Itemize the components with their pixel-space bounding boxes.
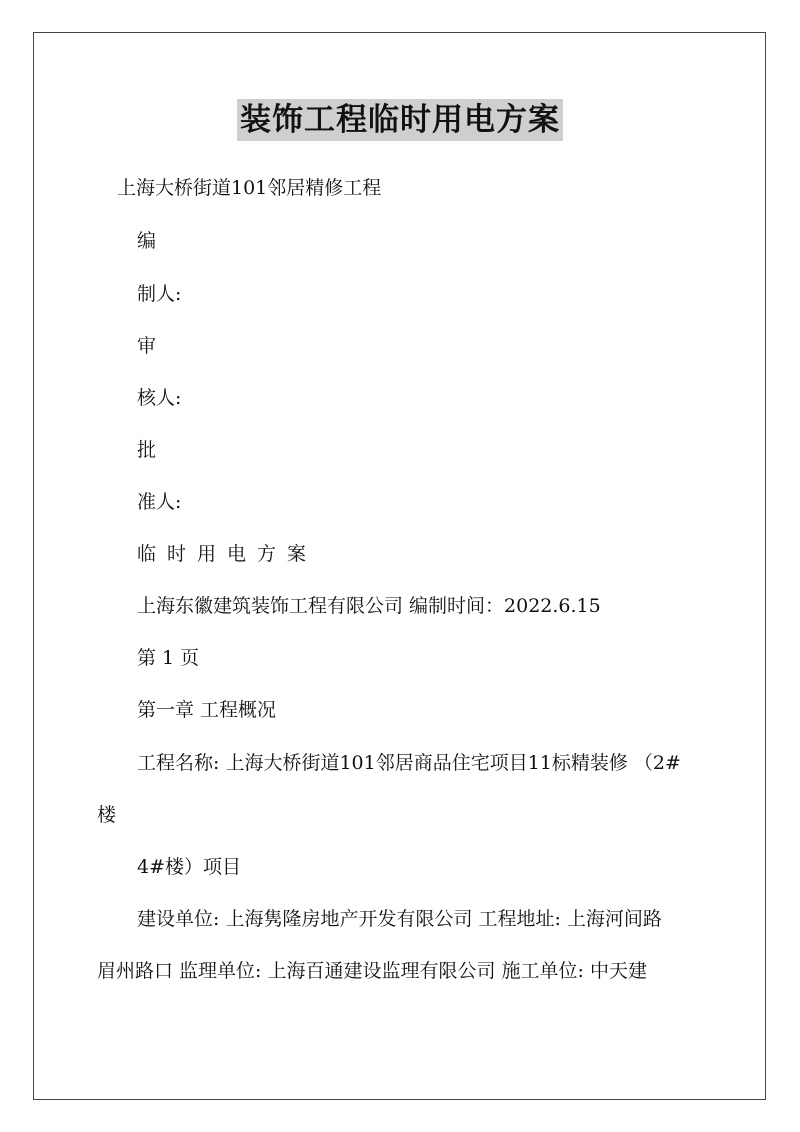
reviewer-label-part1: 审 bbox=[137, 335, 157, 357]
subtitle: 临时用电方案 bbox=[137, 543, 318, 565]
page-number: 第 1 页 bbox=[137, 647, 200, 669]
project-name: 上海大桥街道101邻居精修工程 bbox=[117, 177, 382, 199]
builder-info-line1: 建设单位: 上海隽隆房地产开发有限公司 工程地址: 上海河间路 bbox=[137, 908, 662, 930]
approver-label-part2: 准人: bbox=[137, 491, 182, 513]
project-name-line2: 楼 bbox=[97, 804, 117, 826]
document-title: 装饰工程临时用电方案 bbox=[237, 99, 563, 141]
reviewer-label-part2: 核人: bbox=[137, 387, 182, 409]
company-and-date: 上海东徽建筑装饰工程有限公司 编制时间：2022.6.15 bbox=[137, 595, 601, 617]
approver-label-part1: 批 bbox=[137, 439, 157, 461]
project-name-line1: 工程名称: 上海大桥街道101邻居商品住宅项目11标精装修 （2# bbox=[137, 752, 681, 774]
builder-info-line2: 眉州路口 监理单位: 上海百通建设监理有限公司 施工单位: 中天建 bbox=[97, 960, 647, 982]
title-wrapper bbox=[0, 99, 800, 141]
project-name-line3: 4#楼）项目 bbox=[137, 856, 242, 878]
compiler-label-part1: 编 bbox=[137, 230, 157, 252]
chapter-heading: 第一章 工程概况 bbox=[137, 699, 277, 721]
compiler-label-part2: 制人: bbox=[137, 283, 182, 305]
